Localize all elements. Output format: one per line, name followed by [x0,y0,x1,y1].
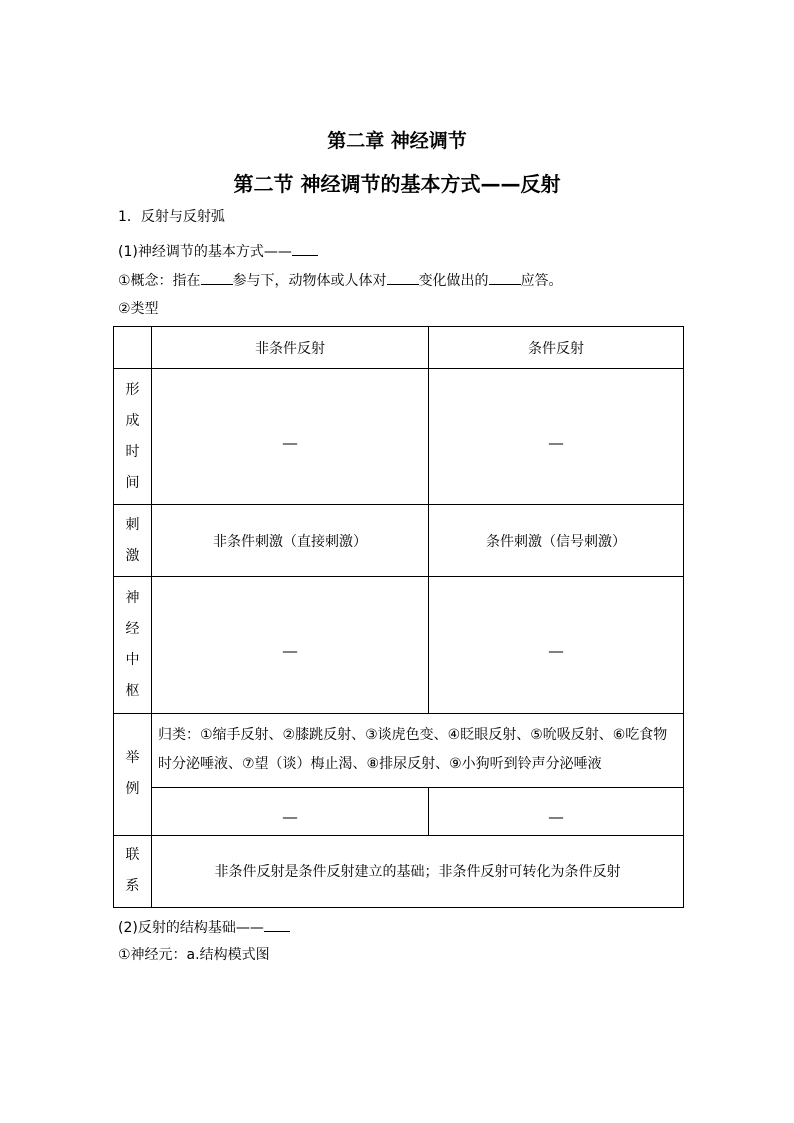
table-header-row [114,327,684,369]
question-1 [118,241,318,261]
concept-line [118,270,563,290]
answer-blank[interactable] [489,270,521,285]
question-2-label: (2)反射的结构基础—— [118,920,264,936]
reflex-table [113,326,684,908]
relation-text: 非条件反射是条件反射建立的基础；非条件反射可转化为条件反射 [152,835,684,907]
header-cell: 条件反射 [429,327,684,369]
answer-blank[interactable] [387,270,419,285]
answer-cell[interactable]: __ [429,577,684,713]
section-heading: 1．反射与反射弧 [118,209,225,225]
table-row [114,787,684,835]
type-label: ②类型 [118,301,159,317]
row-label-center [114,577,152,713]
chapter-title: 第二章 神经调节 [327,130,467,152]
row-label-text: 联系 [125,847,140,895]
neuron-line: ①神经元：a.结构模式图 [118,947,270,963]
answer-cell[interactable]: __ [152,577,429,713]
answer-cell[interactable]: __ [152,787,429,835]
answer-blank[interactable] [264,917,290,932]
table-row [114,577,684,713]
row-label-stimulus [114,505,152,577]
question-1-label: (1)神经调节的基本方式—— [118,244,292,260]
row-label-relation [114,835,152,907]
table-row [114,369,684,505]
table-cell: 非条件刺激（直接刺激） [152,505,429,577]
header-cell-empty [114,327,152,369]
row-label-text: 举例 [125,750,140,798]
section-title: 第二节 神经调节的基本方式——反射 [233,172,561,196]
header-cell: 非条件反射 [152,327,429,369]
question-2 [118,917,290,937]
concept-mid1: 参与下，动物体或人体对 [232,273,387,289]
answer-blank[interactable] [201,270,233,285]
row-label-text: 刺激 [125,516,140,564]
table-cell: 条件刺激（信号刺激） [429,505,684,577]
answer-cell[interactable]: __ [429,787,684,835]
table-row [114,505,684,577]
concept-mid2: 变化做出的 [418,273,489,289]
answer-cell[interactable]: __ [429,369,684,505]
row-label-text: 形成时间 [125,381,140,491]
concept-prefix: ①概念：指在 [118,273,201,289]
row-label-text: 神经中枢 [125,590,140,700]
answer-cell[interactable]: __ [152,369,429,505]
table-row [114,835,684,907]
example-text: 归类：①缩手反射、②膝跳反射、③谈虎色变、④眨眼反射、⑤吮吸反射、⑥吃食物时分泌唾液、⑦望（谈）梅止渴、⑧排尿反射、⑨小狗听到铃声分泌唾液 [152,713,684,787]
row-label-example [114,713,152,835]
answer-blank[interactable] [292,241,318,256]
table-row [114,713,684,787]
concept-suffix: 应答。 [520,273,563,289]
row-label-time [114,369,152,505]
